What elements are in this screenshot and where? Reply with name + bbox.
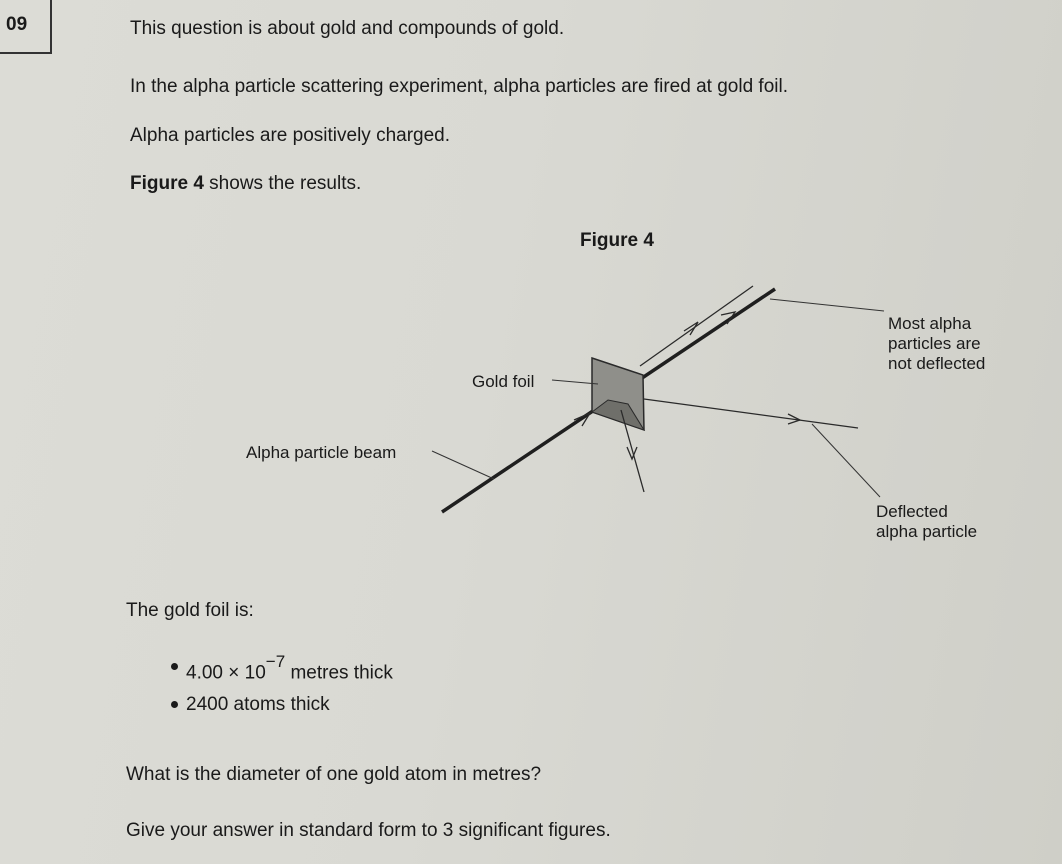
figure-title: Figure 4 [580, 230, 654, 251]
figure-ref-bold: Figure 4 [130, 173, 204, 194]
instruction-text: Give your answer in standard form to 3 significant figures. [126, 820, 611, 841]
experiment-text: In the alpha particle scattering experiment, alpha particles are fired at gold foil. [130, 76, 788, 97]
question-number: 09 [6, 14, 28, 35]
leader-beam [432, 451, 494, 479]
bullet-dot-2 [171, 701, 178, 708]
intro-text: This question is about gold and compounds of gold. [130, 18, 565, 39]
leader-deflected [812, 424, 880, 497]
label-gold-foil: Gold foil [472, 372, 535, 391]
leader-most [770, 299, 884, 311]
label-alpha-beam: Alpha particle beam [246, 443, 397, 462]
question-text: What is the diameter of one gold atom in metres? [126, 764, 542, 785]
upper-particle-track [640, 286, 753, 366]
bullet-thickness-atoms: 2400 atoms thick [186, 694, 330, 715]
bullet-thickness-metres: $4.00 \times 10^{-7}$ metres thick [186, 652, 393, 684]
bullet-dot-1 [171, 663, 178, 670]
label-deflected: Deflected alpha particle [876, 502, 978, 541]
foil-intro-text: The gold foil is: [126, 600, 254, 621]
leader-gold-foil [552, 380, 598, 384]
right-deflected-track [644, 399, 858, 428]
charge-text: Alpha particles are positively charged. [130, 125, 451, 146]
label-most-alpha: Most alpha particles are not deflected [888, 314, 986, 373]
figure-ref-rest: shows the results. [203, 173, 362, 194]
